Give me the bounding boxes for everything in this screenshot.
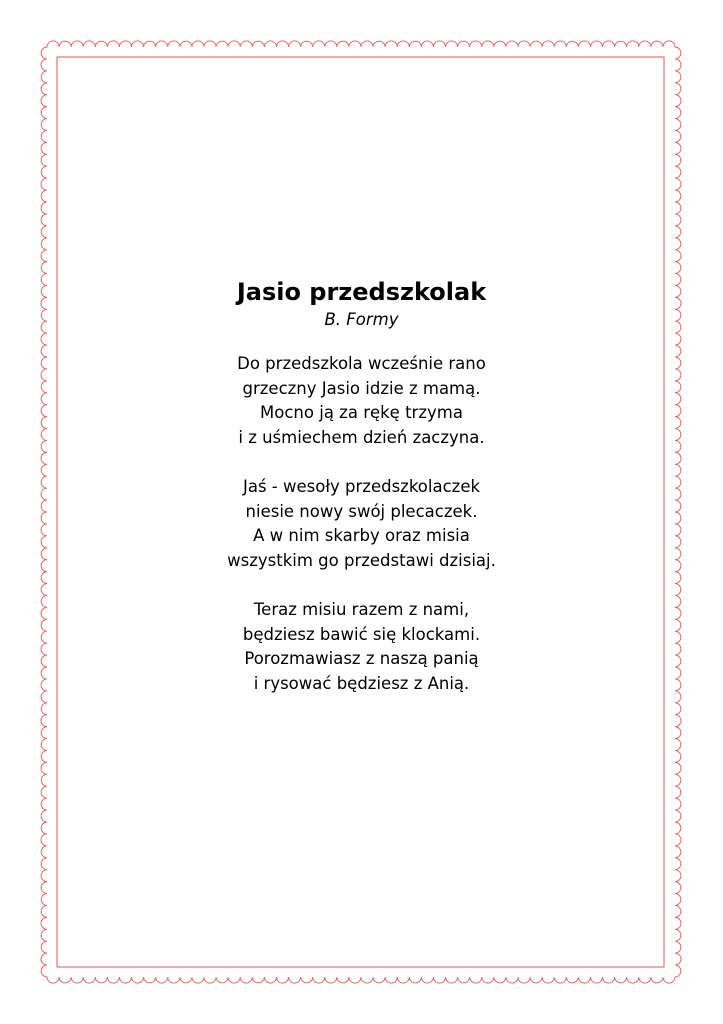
poem — [0, 274, 723, 721]
poem-line: Teraz misiu razem z nami, — [253, 600, 470, 619]
poem-line: i z uśmiechem dzień zaczyna. — [238, 427, 485, 447]
poem-line: Mocno ją za rękę trzyma — [260, 403, 463, 422]
poem-author: B. Formy — [324, 310, 399, 329]
poem-line: Porozmawiasz z naszą panią — [244, 649, 479, 668]
poem-line: i rysować będziesz z Anią. — [253, 673, 470, 693]
poem-line: niesie nowy swój plecaczek. — [245, 501, 478, 521]
stanza-1 — [0, 352, 723, 450]
poem-line: będziesz bawić się klockami. — [242, 624, 481, 644]
poem-line: A w nim skarby oraz misia — [253, 526, 470, 545]
stanza-2 — [0, 475, 723, 573]
poem-line: grzeczny Jasio idzie z mamą. — [242, 378, 481, 398]
poem-line: wszystkim go przedstawi dzisiaj. — [227, 550, 496, 570]
poem-line: Do przedszkola wcześnie rano — [237, 354, 486, 373]
poem-line: Jaś - wesoły przedszkolaczek — [242, 477, 481, 496]
poem-title: Jasio przedszkolak — [236, 278, 487, 306]
stanza-3 — [0, 598, 723, 696]
